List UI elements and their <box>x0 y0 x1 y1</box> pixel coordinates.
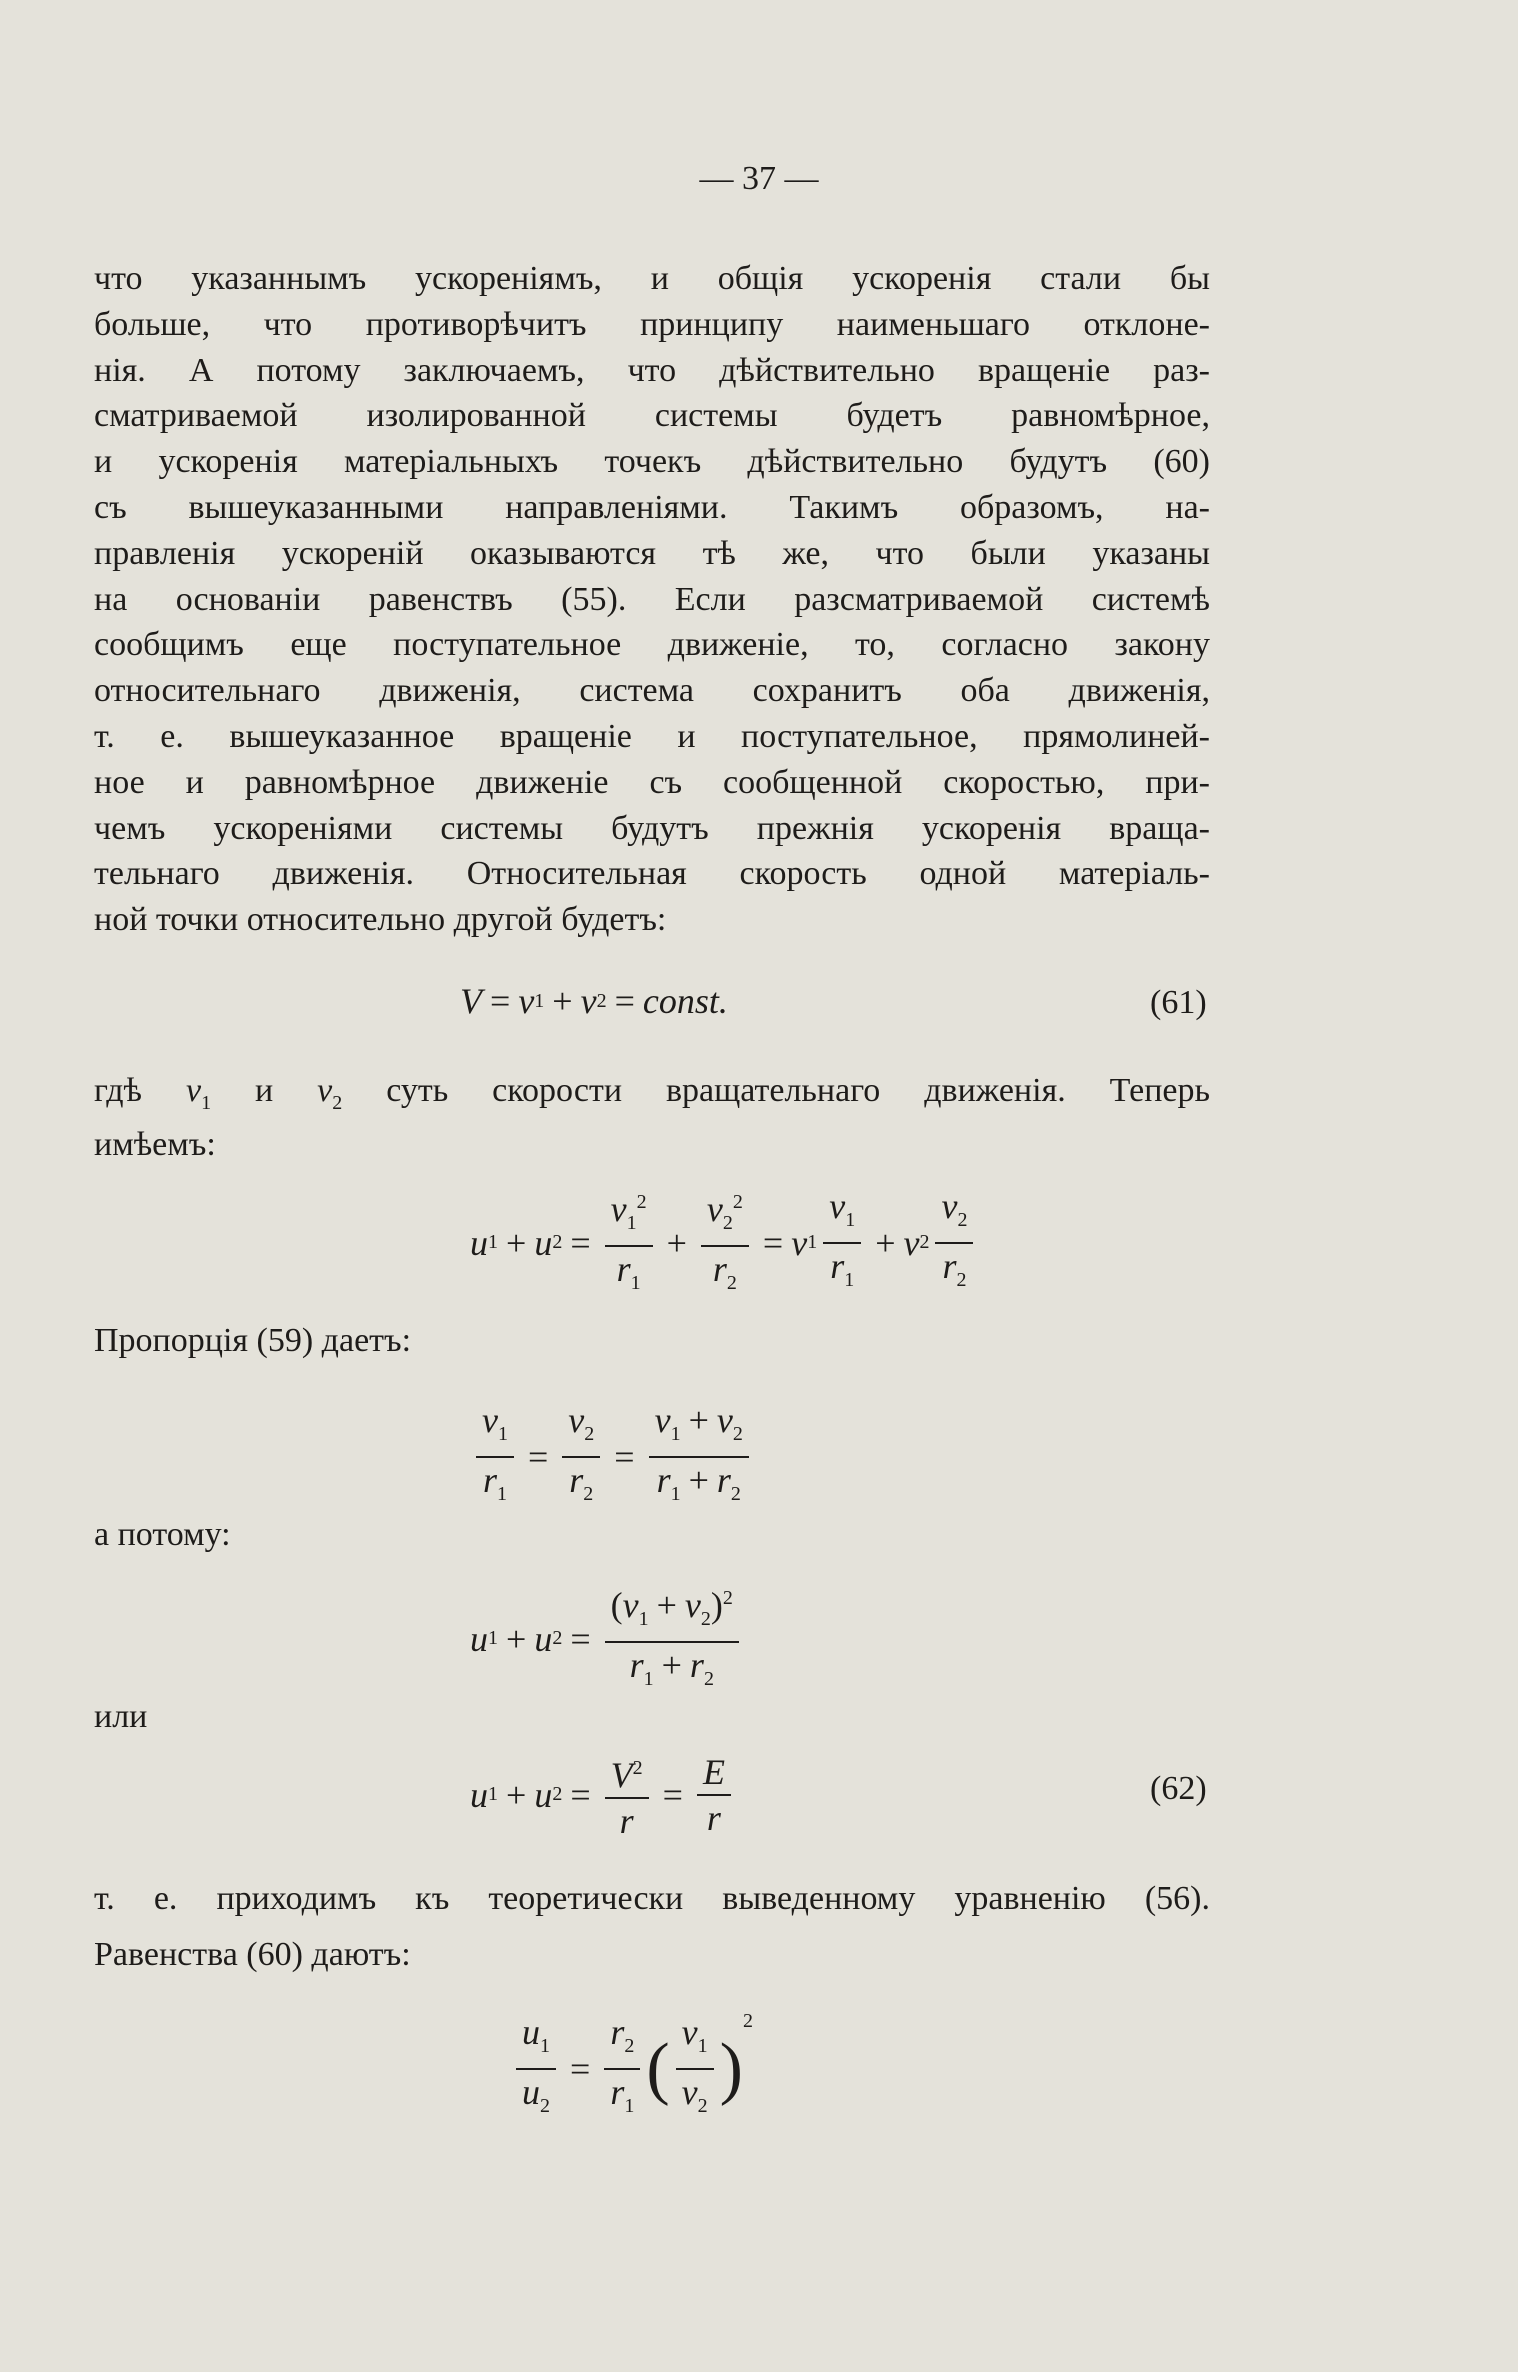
math-symbol: 2 <box>552 1231 563 1254</box>
math-symbol: = <box>570 1618 591 1659</box>
math-symbol <box>516 2010 556 2070</box>
math-symbol: u <box>534 1222 553 1263</box>
math-symbol <box>563 1458 599 1516</box>
fraction <box>697 1750 731 1840</box>
fraction <box>604 2010 640 2128</box>
math-symbol: u <box>470 1618 488 1659</box>
math-symbol: v <box>903 1222 920 1263</box>
math-symbol: 2 <box>624 2035 635 2058</box>
math-symbol: v <box>610 1189 627 1229</box>
math-symbol: u <box>522 2072 540 2113</box>
math-symbol: + <box>661 1645 682 1686</box>
math-symbol: 2 <box>726 1272 737 1295</box>
math-symbol: 2 <box>732 1423 743 1446</box>
fraction <box>516 2010 556 2128</box>
text: суть скорости вращательнаго движенія. Теперь <box>342 1072 1211 1109</box>
math-symbol: u <box>470 1222 488 1263</box>
math-symbol: r <box>619 1801 634 1841</box>
math-symbol <box>476 1398 514 1458</box>
math-symbol <box>605 1746 649 1799</box>
math-symbol: = <box>527 1437 549 1478</box>
text-line: т. е. вышеуказанное вращеніе и поступательное, прямолиней- <box>94 718 1210 755</box>
math-symbol <box>624 1643 720 1701</box>
math-symbol: u <box>470 1774 488 1815</box>
math-symbol <box>701 1180 749 1247</box>
math-symbol: 2 <box>636 1191 647 1213</box>
math-symbol <box>676 2010 714 2070</box>
math-symbol: r <box>482 1460 497 1501</box>
fraction <box>935 1184 973 1302</box>
fraction <box>605 1746 649 1843</box>
math-symbol <box>604 2070 640 2128</box>
math-symbol: = <box>662 1774 683 1815</box>
text-line: ное и равномѣрное движеніе съ сообщенной скоростью, при- <box>94 763 1210 801</box>
fraction <box>605 1180 653 1305</box>
fraction <box>562 1398 600 1516</box>
math-symbol: 2 <box>540 2095 550 2118</box>
math-symbol: v <box>568 1400 585 1440</box>
math-symbol: r <box>830 1245 845 1286</box>
math-symbol: v <box>654 1400 671 1440</box>
math-symbol: 1 <box>638 1608 649 1631</box>
math-symbol: = <box>570 1222 591 1263</box>
math-symbol: = <box>762 1222 784 1263</box>
text-line: сматриваемой изолированной системы будетъ равномѣрное, <box>94 397 1210 435</box>
text: гдѣ <box>94 1072 186 1109</box>
var: v <box>185 1072 202 1109</box>
text-line: больше, что противорѣчитъ принципу наименьшаго отклоне- <box>94 305 1210 343</box>
math-symbol: 1 <box>670 1423 681 1446</box>
math-symbol: = <box>570 2049 591 2090</box>
text-line: или <box>94 1698 148 1735</box>
math-symbol: = <box>570 1774 591 1815</box>
math-symbol: ) <box>719 2030 743 2108</box>
math-symbol: + <box>688 1460 709 1501</box>
math-symbol: 2 <box>957 1208 968 1231</box>
math-symbol: 1 <box>670 1483 681 1506</box>
equation-acceleration-sum <box>470 1180 979 1305</box>
eq-term: V <box>460 981 482 1021</box>
math-symbol: v <box>681 2072 698 2113</box>
math-symbol: 1 <box>488 1627 498 1650</box>
math-symbol: + <box>656 1585 677 1625</box>
math-symbol <box>649 1398 749 1458</box>
math-symbol: r <box>712 1249 727 1290</box>
math-symbol: 2 <box>703 1668 714 1691</box>
math-symbol <box>477 1458 513 1516</box>
eq-op: = <box>614 981 635 1021</box>
eq-term: v <box>518 981 535 1021</box>
math-symbol: E <box>697 1750 731 1796</box>
math-symbol: 1 <box>488 1783 498 1805</box>
text-line: сообщимъ еще поступательное движеніе, то, согласно закону <box>94 626 1210 664</box>
text-line: Пропорція (59) даетъ: <box>94 1322 412 1359</box>
text-line: правленія ускореній оказываются тѣ же, что были указаны <box>94 534 1210 572</box>
text-line: имѣемъ: <box>94 1126 216 1163</box>
text-line: что указаннымъ ускореніямъ, и общія ускоренія стали бы <box>94 260 1210 297</box>
math-symbol: 2 <box>583 1483 594 1506</box>
math-symbol: u <box>534 1618 553 1659</box>
math-symbol <box>823 1184 861 1244</box>
math-symbol: + <box>506 1222 527 1263</box>
math-symbol <box>605 1576 739 1643</box>
math-symbol: r <box>610 2012 625 2052</box>
math-symbol: 2 <box>956 1268 967 1291</box>
sub: 2 <box>332 1091 343 1114</box>
math-symbol <box>651 1458 747 1516</box>
math-symbol: r <box>629 1645 644 1686</box>
math-symbol: r <box>616 1249 631 1290</box>
math-symbol: 1 <box>624 2095 635 2118</box>
fraction <box>476 1398 514 1516</box>
eq-sub: 2 <box>596 989 607 1012</box>
page-number: — 37 — <box>699 160 819 197</box>
math-symbol: 2 <box>730 1483 741 1506</box>
math-symbol: r <box>706 1797 721 1838</box>
math-symbol: 1 <box>845 1208 856 1231</box>
equation-62 <box>470 1746 737 1843</box>
math-symbol: 1 <box>497 1483 507 1506</box>
math-symbol: 1 <box>488 1231 498 1254</box>
math-symbol: v <box>681 2012 698 2052</box>
math-symbol: + <box>688 1400 709 1440</box>
math-symbol: 1 <box>630 1272 641 1295</box>
math-symbol: ) <box>710 1585 723 1625</box>
fraction <box>701 1180 749 1305</box>
math-symbol: 2 <box>732 1191 743 1213</box>
eq-op: = <box>490 981 511 1021</box>
math-symbol <box>936 1244 972 1302</box>
math-symbol: 2 <box>697 2095 708 2118</box>
math-symbol: v <box>791 1222 808 1263</box>
math-symbol: r <box>569 1460 584 1501</box>
math-symbol: 2 <box>722 1587 733 1609</box>
math-symbol: + <box>875 1222 896 1263</box>
math-symbol <box>707 1247 743 1305</box>
text-line: относительнаго движенія, система сохранитъ оба движенія, <box>94 672 1210 710</box>
equation-ratio <box>510 2010 753 2128</box>
eq-term: const. <box>642 981 728 1021</box>
math-symbol: r <box>610 2072 625 2113</box>
text-line: Равенства (60) даютъ: <box>94 1936 411 1973</box>
text-line: т. е. приходимъ къ теоретически выведенному уравненію (56). <box>94 1880 1210 1917</box>
math-symbol: + <box>506 1618 527 1659</box>
math-symbol: = <box>614 1437 635 1478</box>
text-line: чемъ ускореніями системы будутъ прежнія ускоренія враща- <box>94 809 1210 847</box>
math-symbol: r <box>716 1460 731 1501</box>
math-symbol <box>935 1184 973 1244</box>
math-symbol: 2 <box>700 1608 711 1631</box>
sub: 1 <box>201 1091 212 1114</box>
text-line <box>94 1068 1210 1126</box>
text: и <box>211 1072 318 1109</box>
math-symbol: 2 <box>742 2010 753 2032</box>
math-symbol: 1 <box>844 1268 855 1291</box>
text-line: на основаніи равенствъ (55). Если разсматриваемой системѣ <box>94 580 1210 618</box>
fraction <box>605 1576 739 1701</box>
text-line: и ускоренія матеріальныхъ точекъ дѣйствительно будутъ (60) <box>94 443 1210 481</box>
math-symbol: 2 <box>919 1231 930 1254</box>
fraction <box>823 1184 861 1302</box>
var: v <box>317 1072 333 1109</box>
text-line: а потому: <box>94 1516 231 1553</box>
math-symbol: r <box>656 1460 671 1501</box>
eq-op: + <box>552 981 573 1021</box>
equation-number-62: (62) <box>1150 1770 1207 1807</box>
math-symbol: + <box>506 1774 527 1815</box>
math-symbol: r <box>689 1645 704 1686</box>
math-symbol: 1 <box>807 1231 818 1254</box>
math-symbol: 2 <box>584 1423 595 1446</box>
math-symbol <box>605 1180 653 1247</box>
eq-term: v <box>580 981 597 1021</box>
text-line: нія. А потому заключаемъ, что дѣйствительно вращеніе раз- <box>94 351 1210 389</box>
equation-61 <box>460 980 728 1022</box>
math-symbol: 1 <box>697 2035 708 2058</box>
equation-sum-squared <box>470 1576 745 1701</box>
math-symbol: 2 <box>632 1757 643 1779</box>
math-symbol: u <box>522 2012 540 2052</box>
math-symbol: ( <box>646 2030 670 2108</box>
eq-sub: 1 <box>534 989 545 1012</box>
math-symbol: u <box>534 1774 553 1815</box>
math-symbol: v <box>482 1400 498 1440</box>
text-line: съ вышеуказанными направленіями. Такимъ образомъ, на- <box>94 489 1210 526</box>
math-symbol: v <box>706 1189 723 1229</box>
math-symbol: v <box>716 1400 733 1440</box>
math-symbol: 2 <box>552 1783 563 1805</box>
math-symbol <box>676 2070 714 2128</box>
fraction <box>676 2010 714 2128</box>
math-symbol: 1 <box>643 1668 654 1691</box>
math-symbol: 2 <box>722 1212 733 1235</box>
math-symbol <box>516 2070 556 2128</box>
text-line: ной точки относительно другой будетъ: <box>94 901 667 939</box>
math-symbol <box>562 1398 600 1458</box>
math-symbol: ( <box>610 1585 623 1625</box>
math-symbol: V <box>610 1755 633 1795</box>
text-line: тельнаго движенія. Относительная скорость одной матеріаль- <box>94 855 1210 893</box>
math-symbol: 1 <box>497 1423 508 1446</box>
math-symbol: 1 <box>626 1212 637 1235</box>
math-symbol: 1 <box>540 2035 550 2058</box>
math-symbol: v <box>622 1585 639 1625</box>
math-symbol <box>824 1244 860 1302</box>
math-symbol: + <box>666 1222 687 1263</box>
equation-number-61: (61) <box>1150 984 1207 1021</box>
math-symbol: v <box>941 1185 958 1226</box>
equation-proportion <box>470 1398 755 1516</box>
math-symbol: 2 <box>552 1627 563 1650</box>
fraction <box>649 1398 749 1516</box>
math-symbol: v <box>684 1585 701 1625</box>
math-symbol <box>611 1247 647 1305</box>
math-symbol: r <box>942 1245 957 1286</box>
math-symbol: v <box>829 1185 846 1226</box>
math-symbol <box>604 2010 640 2070</box>
